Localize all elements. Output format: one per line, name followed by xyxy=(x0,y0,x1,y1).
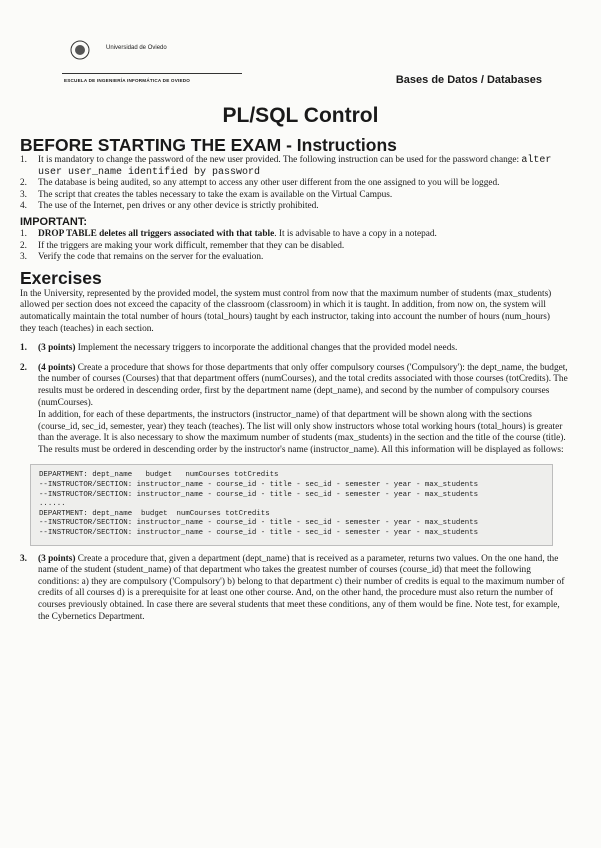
page-title: PL/SQL Control xyxy=(222,104,379,127)
exercise-3 xyxy=(20,554,568,624)
exercises-intro: In the University, represented by the provided model, the system must control from now that the maximum number of students (max_students) allowed per section does not exceed the capacity of the classroom (classroom) in which it is taught. In addition, from now on, the system will automatically maintain the total number of hours (total_hours) taught by each instructor, taking into account the number of hours (num_hours) they teach (teaches) in each section. xyxy=(20,288,552,334)
list-item: 2. If the triggers are making your work difficult, remember that they can be disabled. xyxy=(20,240,345,251)
inline-code: alter user user_name identified by password xyxy=(38,155,552,178)
before-heading: BEFORE STARTING THE EXAM - Instructions xyxy=(20,135,397,155)
important-list xyxy=(20,229,568,264)
course-name: Bases de Datos / Databases xyxy=(395,74,542,86)
exercise-1 xyxy=(20,343,568,355)
list-item: 1. It is mandatory to change the password of the new user provided. The following instruction can be used for the password change: alter user user_name identified by password xyxy=(20,155,552,178)
list-item: 1. DROP TABLE deletes all triggers associated with that table. It is advisable to have a copy in a notepad. xyxy=(20,228,437,239)
output-format-code-block: DEPARTMENT: dept_name budget numCourses totCredits --INSTRUCTOR/SECTION: instructor_name - course_id - title - sec_id - semester - year - max_students --INSTRUCTOR/SECTION: instructor_name - course_id - title - sec_id - semester - year - max_students ...... DEPARTMENT: dept_name budget numCourses totCredits --INSTRUCTOR/SECTION: instructor_name - course_id - title - sec_id - semester - year - max_students --INSTRUCTOR/SECTION: instructor_name - course_id - title - sec_id - semester - year - max_students xyxy=(30,464,553,545)
page-header xyxy=(62,40,542,95)
exercises-heading: Exercises xyxy=(20,267,102,288)
list-item: 3. Verify the code that remains on the server for the evaluation. xyxy=(20,252,264,263)
list-item: 2. (4 points) Create a procedure that shows for those departments that only offer compulsory courses ('Compulsory'): the dept_name, the budget, the number of courses (Courses) that that department offers (numCourses), and the total credits associated with those courses (totCredits). The results must be ordered in descending order, first by the department name (dept_name), and second by the number of compulsory courses (numCourses). In addition, for each of these departments, the instructors (instructor_name) of that department will be shown along with the sections (course_id, sec_id, semester, year) they teach (teaches). The list will only show instructors whose total working hours (total_hours) is greater than the average. It is also necessary to show the maximum number of students (max_students) in the section and the title of the course (title). The results must be ordered in descending order by the instructor's name (instructor_name). All this information will be displayed as follows: xyxy=(20,362,568,455)
list-item: 4. The use of the Internet, pen drives or any other device is strictly prohibited. xyxy=(20,201,319,212)
list-item: 1. (3 points) Implement the necessary triggers to incorporate the additional changes that the provided model needs. xyxy=(20,343,458,354)
list-item: 2. The database is being audited, so any attempt to access any other user different from the one assigned to you will be logged. xyxy=(20,178,500,189)
important-heading: IMPORTANT: xyxy=(20,215,88,228)
university-seal-icon xyxy=(70,40,90,60)
list-item: 3. The script that creates the tables necessary to take the exam is available on the Virtual Campus. xyxy=(20,189,393,200)
school-name: ESCUELA DE INGENIERÍA INFORMÁTICA DE OVIEDO xyxy=(64,78,191,83)
header-divider xyxy=(62,73,242,74)
university-name: Universidad de Oviedo xyxy=(106,45,167,51)
exercise-2 xyxy=(20,363,568,457)
exam-content xyxy=(20,135,568,623)
list-item: 3. (3 points) Create a procedure that, given a department (dept_name) that is received as a parameter, returns two values. On the one hand, the name of the student (student_name) of that department who takes the greatest number of courses (course_id) that meet the following conditions: a) they are compulsory ('Compulsory') b) belong to that department c) their number of credits is equal to the maximum number of credits of all courses d) is a prerequisite for at least one other course. And, on the other hand, the procedure must also return the number of courses previously obtained. In case there are several students that meet these conditions, any of them would be fine. Note test, for example, the Cybernetics Department. xyxy=(20,553,565,622)
before-list xyxy=(20,155,568,213)
